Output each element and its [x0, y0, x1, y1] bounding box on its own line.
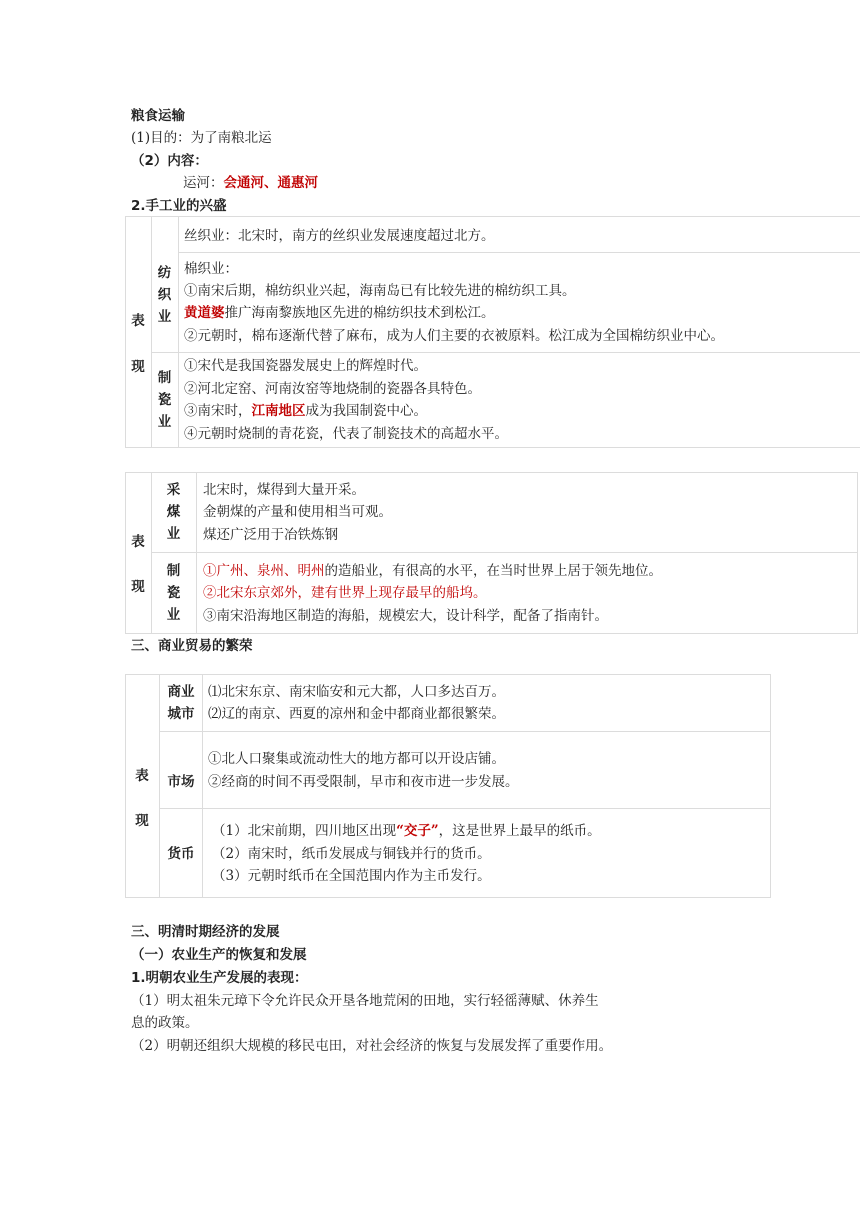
money-line-3: （3）元朝时纸币在全国范围内作为主币发行。: [212, 868, 491, 884]
ship-line-3: ③南宋沿海地区制造的海船，规模宏大，设计科学，配备了指南针。: [203, 608, 608, 624]
section-title-handicraft: 2.手工业的兴盛: [131, 198, 227, 214]
row-label-money: 货币: [167, 846, 195, 862]
coal-line-1: 北宋时，煤得到大量开采。: [203, 482, 365, 498]
table-divider: [151, 552, 858, 553]
table-label-xian: 现: [135, 813, 149, 829]
table-divider: [178, 252, 860, 253]
table-divider: [159, 731, 771, 732]
table-divider: [159, 674, 160, 898]
cotton-title: 棉织业：: [184, 261, 238, 277]
market-line-1: ①北人口聚集或流动性大的地方都可以开设店铺。: [208, 751, 505, 767]
canal-prefix: 运河：: [183, 175, 224, 191]
table-label-biao: 表: [135, 768, 149, 784]
table-label-xian: 现: [131, 359, 145, 375]
content-label: （2）内容：: [131, 153, 208, 169]
table-divider: [151, 472, 152, 634]
porcelain-line-1: ①宋代是我国瓷器发展史上的辉煌时代。: [184, 358, 427, 374]
row-label-ship: 制 瓷 业: [166, 563, 181, 623]
silk-text: 丝织业：北宋时，南方的丝织业发展速度超过北方。: [184, 228, 495, 244]
paragraph-1b: 息的政策。: [131, 1015, 199, 1031]
market-line-2: ②经商的时间不再受限制，早市和夜市进一步发展。: [208, 774, 519, 790]
coal-line-3: 煤还广泛用于冶铁炼钢: [203, 527, 338, 543]
table-label-xian: 现: [131, 579, 145, 595]
paragraph-1a: （1）明太祖朱元璋下令允许民众开垦各地荒闲的田地，实行轻徭薄赋、休养生: [131, 993, 599, 1009]
section-title-commerce: 三、商业贸易的繁荣: [131, 638, 253, 654]
cotton-line-1: ①南宋后期，棉纺织业兴起，海南岛已有比较先进的棉纺织工具。: [184, 283, 576, 299]
table-label-biao: 表: [131, 534, 145, 550]
city-line-1: ⑴北宋东京、南宋临安和元大都，人口多达百万。: [208, 684, 505, 700]
table-divider: [196, 472, 197, 634]
porcelain-line-3: ③南宋时，江南地区成为我国制瓷中心。: [184, 403, 427, 419]
row-label-market: 市场: [167, 774, 195, 790]
canal-names: 会通河、通惠河: [223, 175, 318, 191]
ship-line-2: ②北宋东京郊外，建有世界上现存最早的船坞。: [203, 585, 487, 601]
table-label-biao: 表: [131, 313, 145, 329]
cotton-line-2: 黄道婆推广海南黎族地区先进的棉纺织技术到松江。: [184, 305, 495, 321]
subsection-title-agriculture: （一）农业生产的恢复和发展: [131, 947, 307, 963]
table-divider: [178, 216, 179, 448]
porcelain-line-4: ④元朝时烧制的青花瓷，代表了制瓷技术的高超水平。: [184, 426, 508, 442]
table-divider: [151, 216, 152, 448]
cotton-line-3: ②元朝时，棉布逐渐代替了麻布，成为人们主要的衣被原料。松江成为全国棉纺织业中心。: [184, 328, 724, 344]
porcelain-line-2: ②河北定窑、河南汝窑等地烧制的瓷器各具特色。: [184, 381, 481, 397]
coal-line-2: 金朝煤的产量和使用相当可观。: [203, 504, 392, 520]
money-line-2: （2）南宋时，纸币发展成与铜钱并行的货币。: [212, 846, 491, 862]
table-divider: [202, 674, 203, 898]
heading-ming-agriculture: 1.明朝农业生产发展的表现：: [131, 970, 308, 986]
section-title-ming-qing: 三、明清时期经济的发展: [131, 924, 280, 940]
paragraph-2: （2）明朝还组织大规模的移民屯田，对社会经济的恢复与发展发挥了重要作用。: [131, 1038, 613, 1054]
purpose-line: (1)目的：为了南粮北运: [131, 130, 272, 146]
row-label-coal: 采 煤 业: [166, 482, 181, 542]
huang-daopo: 黄道婆: [184, 305, 225, 321]
table-divider: [159, 808, 771, 809]
canal-line: [183, 173, 318, 193]
section-title-grain-transport: 粮食运输: [131, 108, 185, 124]
money-line-1: （1）北宋前期，四川地区出现“交子”，这是世界上最早的纸币。: [212, 823, 601, 839]
row-label-textile: 纺 织 业: [157, 265, 172, 325]
ship-line-1: ①广州、泉州、明州的造船业，有很高的水平，在当时世界上居于领先地位。: [203, 563, 662, 579]
city-line-2: ⑵辽的南京、西夏的凉州和金中都商业都很繁荣。: [208, 706, 505, 722]
table-divider: [151, 352, 860, 353]
row-label-city: 商业 城市: [167, 684, 195, 722]
row-label-porcelain: 制 瓷 业: [157, 370, 172, 430]
